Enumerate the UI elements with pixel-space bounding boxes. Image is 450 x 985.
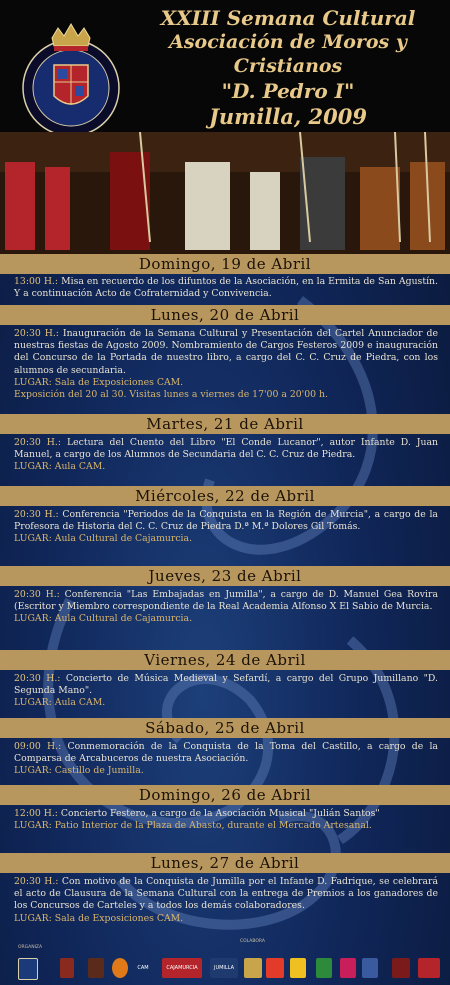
title-line-1: XXIII Semana Cultural [160,6,416,30]
sponsor-logo [392,958,410,978]
day-header-lunes-20: Lunes, 20 de Abril [0,305,450,325]
day-header-jueves-23: Jueves, 23 de Abril [0,566,450,586]
event-location: LUGAR: Aula CAM. [14,461,106,473]
day-header-martes-21: Martes, 21 de Abril [0,414,450,434]
sponsor-logo [362,958,378,978]
event-time: 20:30 H.: [14,673,61,684]
event-time: 13:00 H.: [14,276,59,287]
day-header-miercoles-22: Miércoles, 22 de Abril [0,486,450,506]
day-header-viernes-24: Viernes, 24 de Abril [0,650,450,670]
event-entry [14,328,438,401]
event-entry [14,808,438,832]
circle-logo [112,958,128,978]
event-entry [14,276,438,300]
parade-photo [0,132,450,254]
event-location: LUGAR: Aula Cultural de Cajamurcia. [14,613,193,625]
event-description: Conferencia "Periodos de la Conquista en la Región de Murcia", a cargo de la Profesora de Historia del C. C. Cruz de Piedra D.ª M.ª Dolores Gil Tomás. [14,509,438,533]
event-description: Conmemoración de la Conquista de la Toma del Castillo, a cargo de la Comparsa de Arcabuceros de nuestra Asociación. [14,741,438,765]
title-line-2: Asociación de Moros y Cristianos [169,31,407,77]
event-description: Inauguración de la Semana Cultural y Presentación del Cartel Anunciador de nuestras fiestas de Agosto 2009. Nombramiento de Cargos Festeros 2009 e inauguración del Concurso de la Portada de nuestro libro, a cargo del C. C. Cruz de Piedra, con los alumnos de secundaria. [14,328,438,376]
event-description: Concierto Festero, a cargo de la Asociación Musical "Julián Santos" [60,808,380,819]
title-line-3: "D. Pedro I" [221,79,355,103]
cajamurcia-logo: CAJAMURCIA [162,958,202,978]
event-location: LUGAR: Sala de Exposiciones CAM. [14,912,184,924]
title-line-4: Jumilla, 2009 [208,104,368,129]
event-entry [14,589,438,626]
event-time: 20:30 H.: [14,589,60,600]
day-header-sabado-25: Sábado, 25 de Abril [0,718,450,738]
day-header-domingo-19: Domingo, 19 de Abril [0,254,450,274]
event-time: 20:30 H.: [14,509,59,520]
event-location: LUGAR: Castillo de Jumilla. [14,765,144,777]
event-time: 12:00 H.: [14,808,58,819]
cam-logo: CAM [137,965,149,971]
header [0,0,450,140]
event-time: 20:30 H.: [14,328,59,339]
event-entry [14,876,438,925]
day-header-domingo-26: Domingo, 26 de Abril [0,785,450,805]
day-header-lunes-27: Lunes, 27 de Abril [0,853,450,873]
event-location: LUGAR: Patio Interior de la Plaza de Abasto, durante el Mercado Artesanal. [14,820,372,832]
event-entry [14,673,438,710]
parade-photo-illustration [0,132,450,254]
colabora-label: COLABORA [240,939,265,944]
event-location: LUGAR: Sala de Exposiciones CAM. [14,376,184,388]
sponsor-logo [418,958,440,978]
sponsor-logo [244,958,262,978]
event-time: 09:00 H.: [14,741,62,752]
sponsor-logo [340,958,356,978]
association-emblem [14,10,129,138]
association-logo [18,958,38,980]
event-entry [14,741,438,778]
exhibition-note: Exposición del 20 al 30. Visitas lunes a viernes de 17'00 a 20'00 h. [14,389,328,401]
sponsor-logo [266,958,284,978]
event-description: Lectura del Cuento del Libro "El Conde Lucanor", autor Infante D. Juan Manuel, a cargo de los Alumnos de Secundaria del C. C. Cruz de Piedra. [14,437,438,461]
event-location: LUGAR: Aula CAM. [14,697,106,709]
event-description: Conferencia "Las Embajadas en Jumilla", a cargo de D. Manuel Gea Rovira (Escritor y Miembro correspondiente de la Real Academia Alfonso X El Sabio de Murcia. [14,589,438,613]
event-description: Misa en recuerdo de los difuntos de la Asociación, en la Ermita de San Agustín. Y a continuación Acto de Cofraternidad y Convivencia. [14,276,438,300]
event-entry [14,509,438,546]
event-title [130,4,446,130]
council-crest-logo [60,958,74,978]
sponsor-logo [290,958,306,978]
event-time: 20:30 H.: [14,437,61,448]
event-entry [14,437,438,474]
event-description: Concierto de Música Medieval y Sefardí, a cargo del Grupo Jumillano "D. Segunda Mano". [14,673,438,697]
event-description: Con motivo de la Conquista de Jumilla por el Infante D. Fadrique, se celebrará el acto de Clausura de la Semana Cultural con la entrega de Premios a los ganadores de los Concursos de Carteles y a todos los demás colaboradores. [14,876,438,912]
organiza-label: ORGANIZA [18,945,43,950]
event-location: LUGAR: Aula Cultural de Cajamurcia. [14,533,193,545]
event-time: 20:30 H.: [14,876,59,887]
jumilla-logo: JUMILLA [210,958,238,978]
sponsor-logo [316,958,332,978]
shield-logo [88,958,104,978]
